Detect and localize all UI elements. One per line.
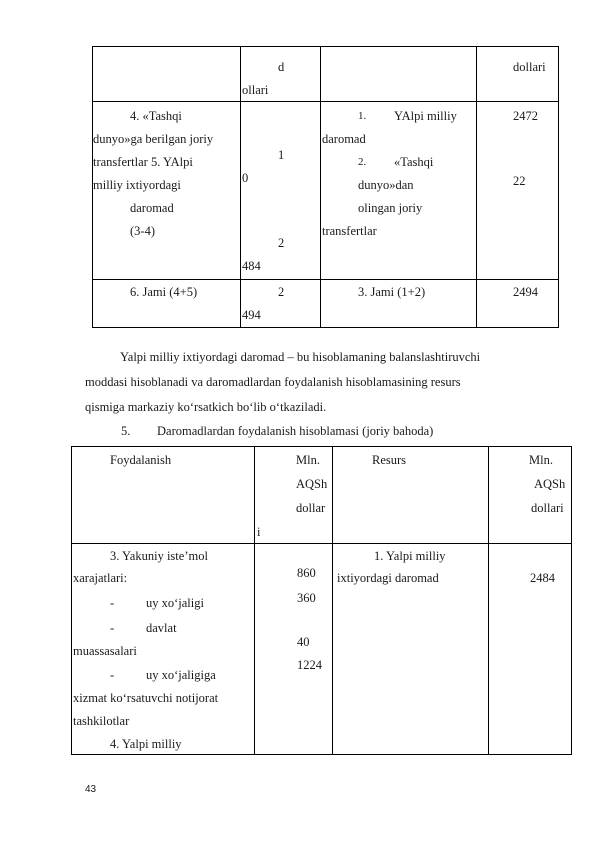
table-cell-value: 22 xyxy=(513,174,526,188)
table-2-header-cell: i xyxy=(257,525,261,539)
paragraph-line: qismiga markaziy ko‘rsatkich bo‘lib o‘tkaziladi. xyxy=(85,400,327,414)
table-2-header-cell: dollari xyxy=(531,501,564,515)
table-cell-value: 360 xyxy=(297,591,316,605)
table-cell-text: milliy ixtiyordagi xyxy=(93,178,181,192)
table-2-header-cell: AQSh xyxy=(296,477,328,491)
table-1-header-cell: d xyxy=(278,60,285,74)
table-1-border xyxy=(320,46,321,328)
table-cell-value: 2 xyxy=(278,285,285,299)
table-2-header-cell: Foydalanish xyxy=(110,453,172,467)
table-cell-text: davlat xyxy=(146,621,177,635)
table-2-header-cell: Resurs xyxy=(372,453,407,467)
table-1-header-cell: dollari xyxy=(513,60,546,74)
table-2-border xyxy=(571,446,572,755)
table-1-border xyxy=(92,327,559,328)
table-cell-text: transfertlar xyxy=(322,224,377,238)
list-dash: - xyxy=(110,596,115,610)
table-cell-value: 484 xyxy=(242,259,261,273)
table-cell-value: 40 xyxy=(297,635,310,649)
table-cell-text: uy xo‘jaligiga xyxy=(146,668,216,682)
table-cell-value: 2472 xyxy=(513,109,538,123)
table-cell-text: (3-4) xyxy=(130,224,155,238)
table-cell-value: 1 xyxy=(278,148,285,162)
table-2-header-cell: AQSh xyxy=(534,477,566,491)
table-cell-text: YAlpi milliy xyxy=(394,109,457,123)
table-1-border xyxy=(92,46,559,47)
table-cell-text: ixtiyordagi daromad xyxy=(337,571,439,585)
page-number: 43 xyxy=(85,784,97,795)
table-2-header-cell: Mln. xyxy=(296,453,320,467)
table-cell-text: muassasalari xyxy=(73,644,137,658)
table-cell-text: uy xo‘jaligi xyxy=(146,596,204,610)
list-dash: - xyxy=(110,668,115,682)
table-cell-text: olingan joriy xyxy=(358,201,423,215)
list-number: 2. xyxy=(358,156,367,168)
table-2-border xyxy=(332,446,333,755)
table-cell-value: 0 xyxy=(242,171,249,185)
table-cell-text: 3. Yakuniy iste’mol xyxy=(110,549,208,563)
table-cell-text: tashkilotlar xyxy=(73,714,130,728)
table-cell-value: 2484 xyxy=(530,571,555,585)
paragraph-line: Yalpi milliy ixtiyordagi daromad – bu hisoblamaning balanslashtiruvchi xyxy=(120,350,481,364)
table-2-header-cell: Mln. xyxy=(529,453,553,467)
table-cell-text: 1. Yalpi milliy xyxy=(374,549,446,563)
table-cell-value: 2 xyxy=(278,236,285,250)
heading-text: Daromadlardan foydalanish hisoblamasi (joriy bahoda) xyxy=(157,424,434,438)
table-2-border xyxy=(488,446,489,755)
table-cell-text: daromad xyxy=(130,201,174,215)
heading-number: 5. xyxy=(121,424,131,438)
table-cell-text: «Tashqi xyxy=(394,155,434,169)
paragraph-line: moddasi hisoblanadi va daromadlardan foydalanish hisoblamasining resurs xyxy=(85,375,461,389)
table-cell-text: dunyo»ga berilgan joriy xyxy=(93,132,214,146)
table-cell-value: 860 xyxy=(297,566,316,580)
table-1-header-cell: ollari xyxy=(242,83,269,97)
table-2-border xyxy=(71,446,72,755)
table-2-border xyxy=(254,446,255,755)
table-1-border xyxy=(558,46,559,328)
table-1-border xyxy=(240,46,241,328)
table-cell-value: 1224 xyxy=(297,658,322,672)
table-1-border xyxy=(92,101,559,102)
table-1-border xyxy=(92,279,559,280)
table-cell-text: 6. Jami (4+5) xyxy=(130,285,198,299)
table-2-header-cell: dollar xyxy=(296,501,326,515)
table-cell-text: 4. «Tashqi xyxy=(130,109,182,123)
table-cell-text: transfertlar 5. YAlpi xyxy=(93,155,193,169)
table-cell-text: dunyo»dan xyxy=(358,178,414,192)
table-cell-text: 3. Jami (1+2) xyxy=(358,285,426,299)
list-number: 1. xyxy=(358,110,367,122)
table-cell-text: 4. Yalpi milliy xyxy=(110,737,182,751)
table-cell-text: daromad xyxy=(322,132,366,146)
table-cell-value: 494 xyxy=(242,308,261,322)
table-2-border xyxy=(71,446,572,447)
list-dash: - xyxy=(110,621,115,635)
table-2-border xyxy=(71,543,572,544)
table-cell-text: xizmat ko‘rsatuvchi notijorat xyxy=(73,691,219,705)
table-cell-text: xarajatlari: xyxy=(73,571,128,585)
table-1-border xyxy=(476,46,477,328)
table-cell-value: 2494 xyxy=(513,285,538,299)
